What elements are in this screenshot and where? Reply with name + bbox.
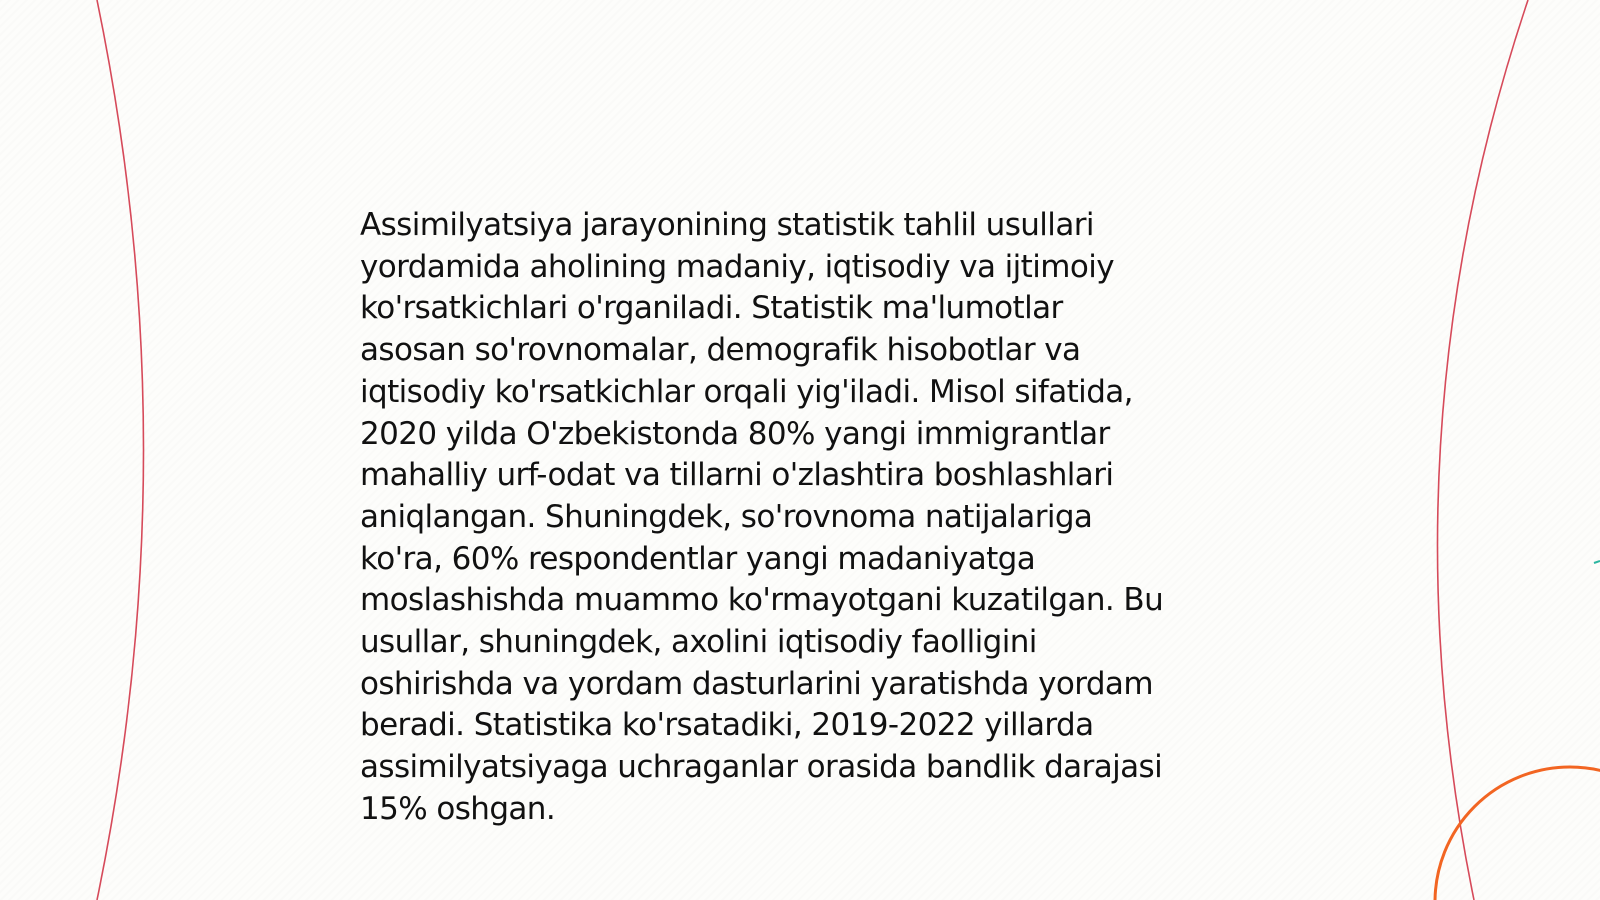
orange-circle: [1435, 767, 1600, 900]
left-arc: [97, 0, 144, 900]
right-arc: [1437, 0, 1528, 900]
body-paragraph: Assimilyatsiya jarayonining statistik tahlil usullari yordamida aholining madaniy, iqtisodiy va ijtimoiy ko'rsatkichlari o'rganiladi. Statistik ma'lumotlar asosan so'rovnomalar, demografik hisobotlar va iqtisodiy ko'rsatkichlar orqali yig'iladi. Misol sifatida, 2020 yilda O'zbekistonda 80% yangi immigrantlar mahalliy urf-odat va tillarni o'zlashtira boshlashlari aniqlangan. Shuningdek, so'rovnoma natijalariga ko'ra, 60% respondentlar yangi madaniyatga moslashishda muammo ko'rmayotgani kuzatilgan. Bu usullar, shuningdek, axolini iqtisodiy faolligini oshirishda va yordam dasturlarini yaratishda yordam beradi. Statistika ko'rsatadiki, 2019-2022 yillarda assimilyatsiyaga uchraganlar orasida bandlik darajasi 15% oshgan.: [360, 207, 1164, 827]
teal-accent: [1594, 561, 1600, 563]
